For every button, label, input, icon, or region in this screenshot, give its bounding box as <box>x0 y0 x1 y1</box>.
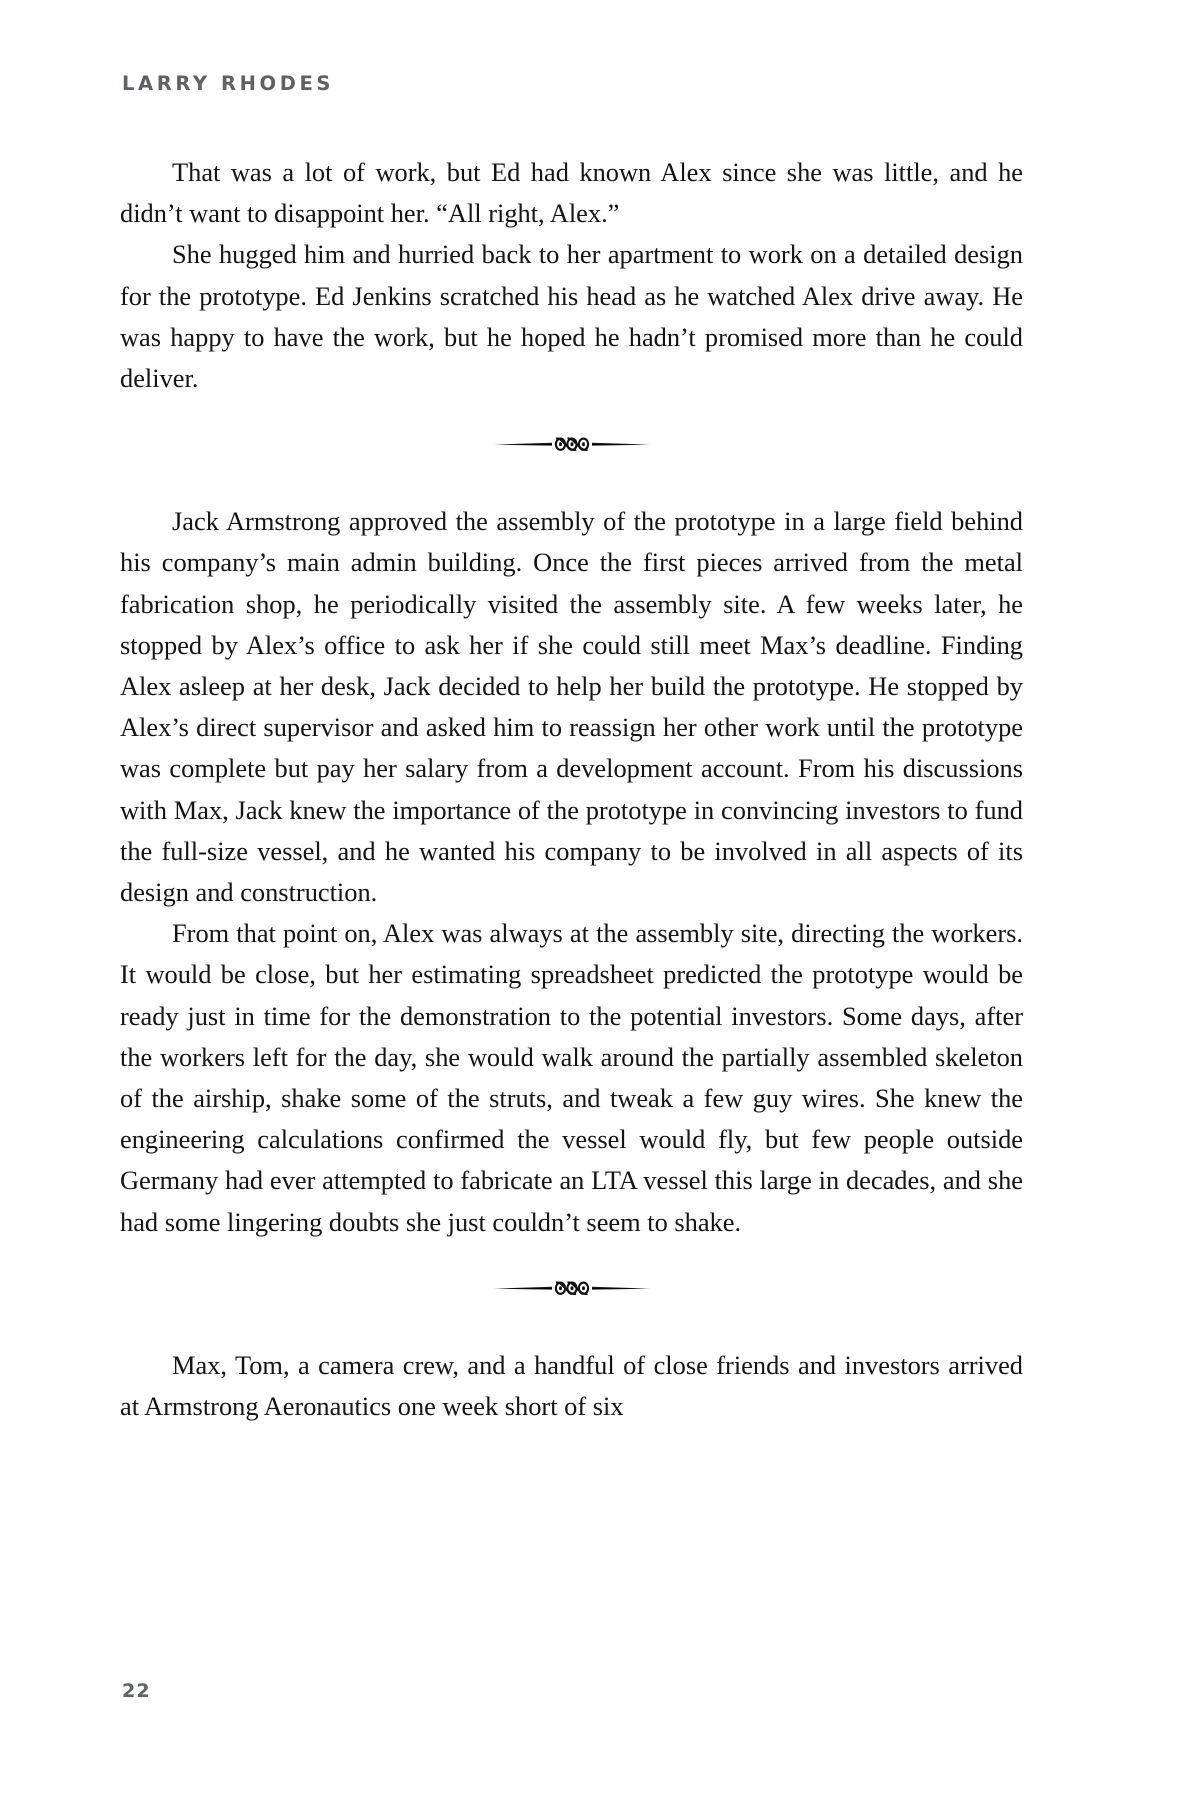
paragraph: She hugged him and hurried back to her apartment to work on a detailed design for the prototype. Ed Jenkins scratched his head as he watched Alex drive away. He was happy to have the work, but he hoped he hadn’t promised more than he could deliver. <box>120 239 1023 394</box>
section-divider-ornament <box>120 431 1023 457</box>
scroll-flourish-icon <box>492 1276 652 1300</box>
paragraph: That was a lot of work, but Ed had known Alex since she was little, and he didn’t want to disappoint her. “All right, Alex.” <box>120 157 1023 229</box>
section-divider-ornament <box>120 1275 1023 1301</box>
running-head: LARRY RHODES <box>122 72 335 95</box>
paragraph: From that point on, Alex was always at the assembly site, directing the workers. It would be close, but her estimating spreadsheet predicted the prototype would be ready just in time for the demonstration to the potential investors. Some days, after the workers left for the day, she would walk around the partially assembled skeleton of the airship, shake some of the struts, and tweak a few guy wires. She knew the engineering calculations confirmed the vessel would fly, but few people outside Germany had ever attempted to fabricate an LTA vessel this large in decades, and she had some lingering doubts she just couldn’t seem to shake. <box>120 918 1023 1237</box>
paragraph: Jack Armstrong approved the assembly of the prototype in a large field behind his company’s main admin building. Once the first pieces arrived from the metal fabrication shop, he periodically visited the assembly site. A few weeks later, he stopped by Alex’s office to ask her if she could still meet Max’s deadline. Finding Alex asleep at her desk, Jack decided to help her build the prototype. He stopped by Alex’s direct supervisor and asked him to reassign her other work until the prototype was complete but pay her salary from a development account. From his discussions with Max, Jack knew the importance of the prototype in convincing investors to fund the full-size vessel, and he wanted his company to be involved in all aspects of its design and construction. <box>120 506 1023 908</box>
text-block <box>120 152 1023 1427</box>
page-number: 22 <box>122 1680 151 1702</box>
scroll-flourish-icon <box>492 432 652 456</box>
paragraph: Max, Tom, a camera crew, and a handful of close friends and investors arrived at Armstrong Aeronautics one week short of six <box>120 1349 1023 1422</box>
